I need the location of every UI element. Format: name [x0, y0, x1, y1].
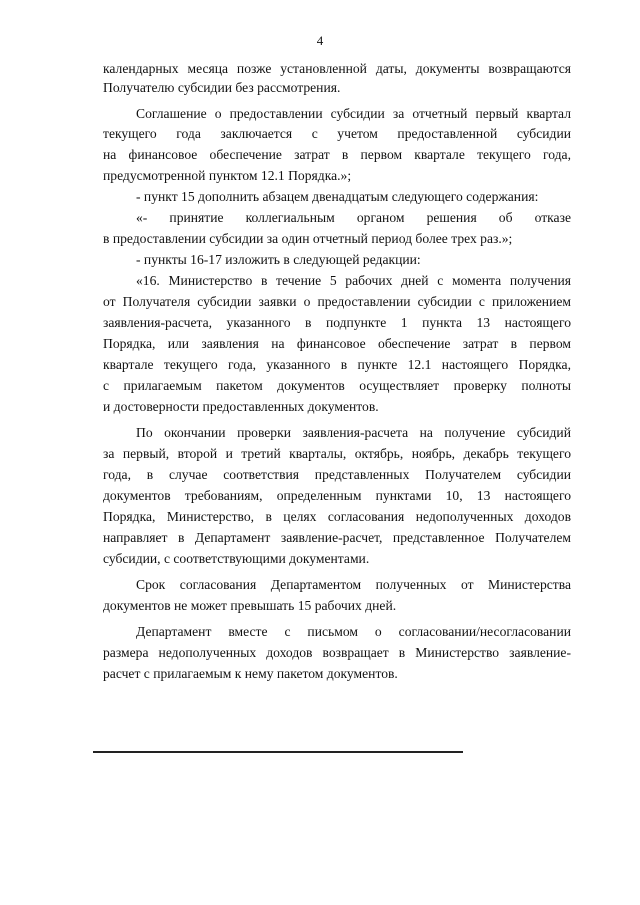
page-number: 4	[316, 33, 324, 48]
text-line: года, в случае соответствия представленных Получателем субсидии	[103, 467, 571, 482]
text-line: Срок согласования Департаментом полученных от Министерства	[136, 577, 571, 592]
text-line: «16. Министерство в течение 5 рабочих дней с момента получения	[136, 273, 571, 288]
text-line: размера недополученных доходов возвращает в Министерство заявление-	[103, 645, 571, 660]
text-line: текущего года заключается с учетом предоставленной субсидии	[103, 126, 571, 141]
text-line: «- принятие коллегиальным органом решения об отказе	[136, 210, 571, 225]
text-line: на финансовое обеспечение затрат в первом квартале текущего года,	[103, 147, 571, 162]
text-line: от Получателя субсидии заявки о предоставлении субсидии с приложением	[103, 294, 571, 309]
text-line: и достоверности предоставленных документов.	[103, 399, 379, 414]
text-line: квартале текущего года, указанного в пункте 12.1 настоящего Порядка,	[103, 357, 571, 372]
text-line: в предоставлении субсидии за один отчетный период более трех раз.»;	[103, 231, 513, 246]
text-line: календарных месяца позже установленной даты, документы возвращаются	[103, 61, 571, 76]
footnote-separator-line	[93, 751, 463, 753]
text-line: с прилагаемым пакетом документов осуществляет проверку полноты	[103, 378, 571, 393]
text-line: Получателю субсидии без рассмотрения.	[103, 80, 341, 95]
text-line: субсидии, с соответствующими документами.	[103, 551, 370, 566]
text-line: документов не может превышать 15 рабочих дней.	[103, 598, 397, 613]
text-line: за первый, второй и третий кварталы, октябрь, ноябрь, декабрь текущего	[103, 446, 571, 461]
text-line: заявления-расчета, указанного в подпункте 1 пункта 13 настоящего	[103, 315, 571, 330]
text-line: документов требованиям, определенным пунктами 10, 13 настоящего	[103, 488, 571, 503]
text-line: По окончании проверки заявления-расчета на получение субсидий	[136, 425, 571, 440]
text-line: направляет в Департамент заявление-расчет, представленное Получателем	[103, 530, 571, 545]
text-line: Порядка, Министерство, в целях согласования недополученных доходов	[103, 509, 571, 524]
text-line: Соглашение о предоставлении субсидии за отчетный первый квартал	[136, 106, 571, 121]
text-line: Департамент вместе с письмом о согласовании/несогласовании	[136, 624, 571, 639]
text-line: - пункт 15 дополнить абзацем двенадцатым следующего содержания:	[136, 189, 539, 204]
text-line: - пункты 16-17 изложить в следующей редакции:	[136, 252, 421, 267]
text-line: Порядка, или заявления на финансовое обеспечение затрат в первом	[103, 336, 571, 351]
text-line: предусмотренной пунктом 12.1 Порядка.»;	[103, 168, 352, 183]
text-line: расчет с прилагаемым к нему пакетом документов.	[103, 666, 398, 681]
